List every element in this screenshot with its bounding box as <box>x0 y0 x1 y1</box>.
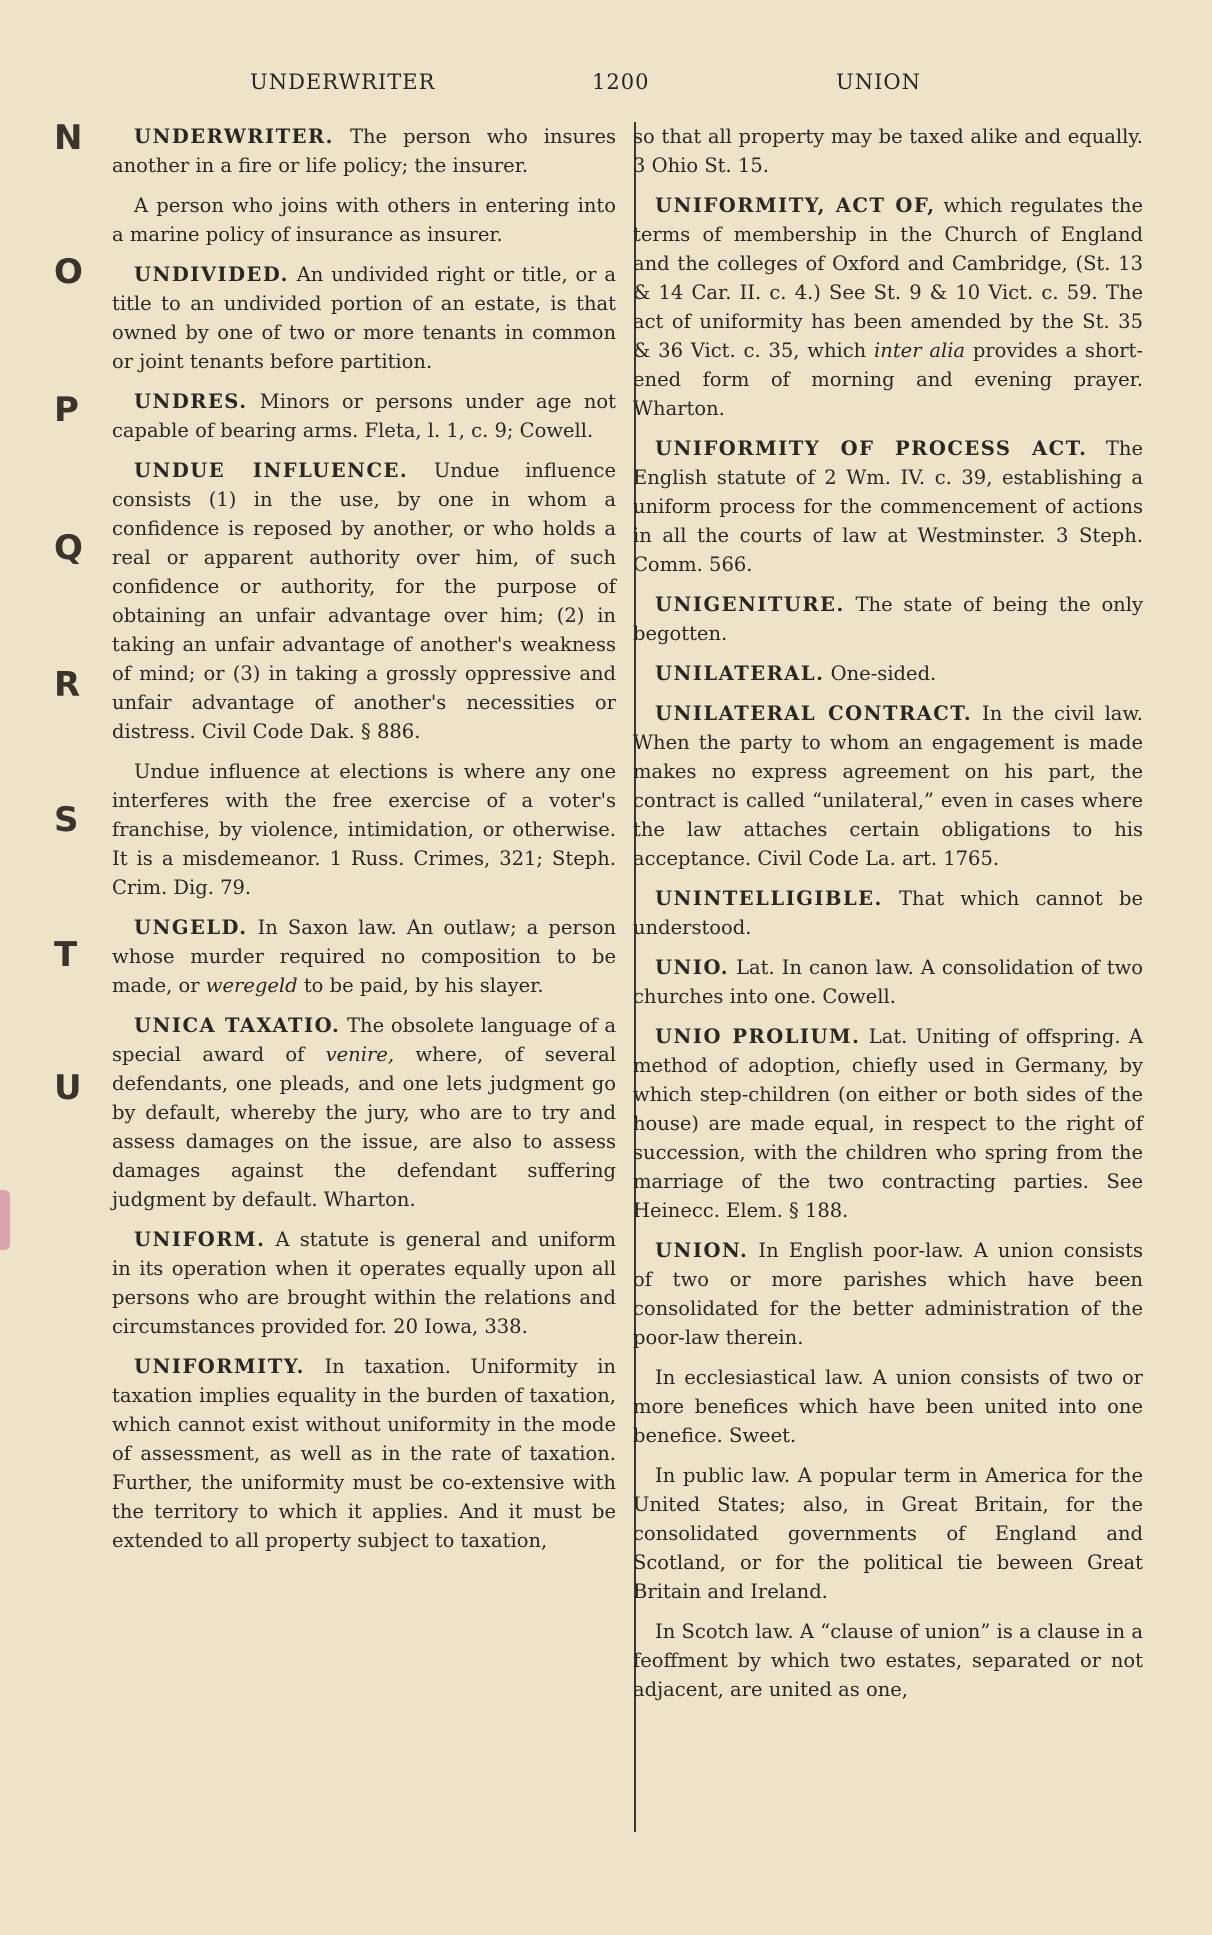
headword: UNDERWRITER. <box>134 125 334 148</box>
thumb-index-letter[interactable]: R <box>54 665 81 705</box>
italic-term: venire, <box>325 1043 395 1066</box>
definition: to be paid, by his slayer. <box>297 974 544 997</box>
definition: In the civil law. When the party to whom an engagement is made makes no express agreement on his part, the contract is called “unilateral,” even in cases where the law attaches certain obligations to his acceptance. Civil Code La. art. 1765. <box>633 702 1144 870</box>
definition-paragraph: In public law. A popular term in America for the United States; also, in Great Britain, for the consolidated governments of England and Scotland, or for the political tie beween Great Britain and Ireland. <box>633 1464 1143 1603</box>
definition: Lat. In canon law. A consolidation of two churches into one. Cowell. <box>633 956 1143 1008</box>
headword: UNGELD. <box>134 916 248 939</box>
entry-underwriter <box>112 122 616 180</box>
entry-union <box>633 1236 1143 1352</box>
entry-uniformity <box>112 1352 616 1555</box>
definition: The state of being the only begotten. <box>633 593 1143 645</box>
left-column <box>112 122 616 1566</box>
entry-unio <box>633 953 1143 1011</box>
headword: UNIFORMITY, ACT OF, <box>655 194 936 217</box>
definition: The English statute of 2 Wm. IV. c. 39, establishing a uniform process for the commencement of actions in all the courts of law at Westminster. 3 Steph. Comm. 566. <box>633 437 1143 576</box>
thumb-index-letter[interactable]: S <box>54 800 79 840</box>
definition: In English poor-law. A union consists of two or more parishes which have been consolidated for the better administration of the poor-law therein. <box>633 1239 1143 1349</box>
headword: UNDUE INFLUENCE. <box>134 459 409 482</box>
thumb-index-letter[interactable]: O <box>54 252 83 292</box>
definition-paragraph: In Scotch law. A “clause of union” is a clause in a feoffment by which two estates, separated or not adjacent, are united as one, <box>633 1620 1143 1701</box>
italic-term: inter alia <box>874 339 966 362</box>
definition: Undue influence consists (1) in the use, by one in whom a confidence is reposed by another, or who holds a real or apparent authority over him, of such confidence or authority, for the purpose of obtaining an unfair advantage over him; (2) in taking an unfair advantage of another's weakness of mind; or (3) in taking a grossly oppressive and unfair advantage of another's necessities or distress. Civil Code Dak. § 886. <box>112 459 616 743</box>
entry-unica-taxatio <box>112 1011 616 1214</box>
italic-term: weregeld <box>205 974 298 997</box>
headword: UNICA TAXATIO. <box>134 1014 341 1037</box>
header-right-guide-word: UNION <box>836 70 921 94</box>
entry-uniformity-of-process-act <box>633 434 1143 579</box>
entry-unilateral-contract <box>633 699 1143 873</box>
definition-paragraph: In ecclesiastical law. A union consists of two or more benefices which have been united into one benefice. Sweet. <box>633 1366 1143 1447</box>
page-edge-tab <box>0 1190 10 1250</box>
headword: UNILATERAL. <box>655 662 825 685</box>
thumb-index-letter[interactable]: P <box>54 390 79 430</box>
headword: UNIGENITURE. <box>655 593 845 616</box>
definition: which regulates the terms of membership in the Church of England and the colleges of Oxford and Cambridge, (St. 13 & 14 Car. II. c. 4.) See St. 9 & 10 Vict. c. 59. The act of uniformity has been amended by the St. 35 & 36 Vict. c. 35, which <box>633 194 1143 362</box>
headword: UNION. <box>655 1239 749 1262</box>
definition: Minors or persons under age not capable of bearing arms. Fleta, l. 1, c. 9; Cowell. <box>112 390 616 442</box>
headword: UNILATERAL CONTRACT. <box>655 702 973 725</box>
definition: Lat. Uniting of offspring. A method of adoption, chiefly used in Germany, by which step-children (on either or both sides of the house) are made equal, in respect to the right of succession, with the children who spring from the marriage of the two contracting parties. See Heinecc. Elem. § 188. <box>633 1025 1143 1222</box>
definition: That which cannot be understood. <box>633 887 1143 939</box>
definition: provides a shortened form of morning and evening prayer. Wharton. <box>633 339 1143 420</box>
page-number: 1200 <box>592 70 650 94</box>
definition: In taxation. Uniformity in taxation implies equality in the burden of taxation, which cannot exist without uniformity in the mode of assessment, as well as in the rate of taxation. Further, the uniformity must be co-extensive with the territory to which it applies. And it must be extended to all property subject to taxation, <box>112 1355 616 1552</box>
headword: UNDRES. <box>134 390 248 413</box>
right-column <box>633 122 1143 1715</box>
entry-unio-prolium <box>633 1022 1143 1225</box>
definition: An undivided right or title, or a title to an undivided portion of an estate, is that owned by one of two or more tenants in common or joint tenants before partition. <box>112 263 616 373</box>
running-header <box>0 70 1212 100</box>
entry-undres <box>112 387 616 445</box>
definition: The obsolete language of a special award of <box>112 1014 616 1066</box>
entry-ungeld <box>112 913 616 1000</box>
definition: The person who insures another in a fire or life policy; the insurer. <box>112 125 616 177</box>
definition: In Saxon law. An outlaw; a person whose murder required no composition to be made, or <box>112 916 616 997</box>
definition-paragraph: A person who joins with others in entering into a marine policy of insurance as insurer. <box>112 194 616 246</box>
headword: UNINTELLIGIBLE. <box>655 887 883 910</box>
entry-unilateral <box>633 659 1143 688</box>
thumb-index-letter[interactable]: N <box>54 118 83 158</box>
thumb-index-letter[interactable]: Q <box>54 528 83 568</box>
definition-paragraph: Undue influence at elections is where any one interferes with the free exercise of a voter's franchise, by violence, intimidation, or otherwise. It is a misdemeanor. 1 Russ. Crimes, 321; Steph. Crim. Dig. 79. <box>112 760 616 899</box>
headword: UNIFORMITY OF PROCESS ACT. <box>655 437 1088 460</box>
entry-unigeniture <box>633 590 1143 648</box>
entry-undue-influence <box>112 456 616 746</box>
headword: UNIO PROLIUM. <box>655 1025 861 1048</box>
headword: UNDIVIDED. <box>134 263 289 286</box>
definition: where, of several defendants, one pleads, and one lets judgment go by default, whereby the jury, who are to try and assess damages on the issue, are also to assess damages against the defendant suffering judgment by default. Wharton. <box>112 1043 616 1211</box>
headword: UNIFORM. <box>134 1228 266 1251</box>
headword: UNIFORMITY. <box>134 1355 305 1378</box>
header-left-guide-word: UNDERWRITER <box>250 70 436 94</box>
thumb-index-letter[interactable]: U <box>54 1068 82 1108</box>
entry-unintelligible <box>633 884 1143 942</box>
continued-text: so that all property may be taxed alike and equally. 3 Ohio St. 15. <box>633 125 1143 177</box>
entry-uniformity-act-of <box>633 191 1143 423</box>
definition: A statute is general and uniform in its operation when it operates equally upon all persons who are brought within the relations and circumstances provided for. 20 Iowa, 338. <box>112 1228 616 1338</box>
headword: UNIO. <box>655 956 730 979</box>
definition: One-sided. <box>824 662 937 685</box>
entry-undivided <box>112 260 616 376</box>
thumb-index-letter[interactable]: T <box>54 935 78 975</box>
entry-uniform <box>112 1225 616 1341</box>
